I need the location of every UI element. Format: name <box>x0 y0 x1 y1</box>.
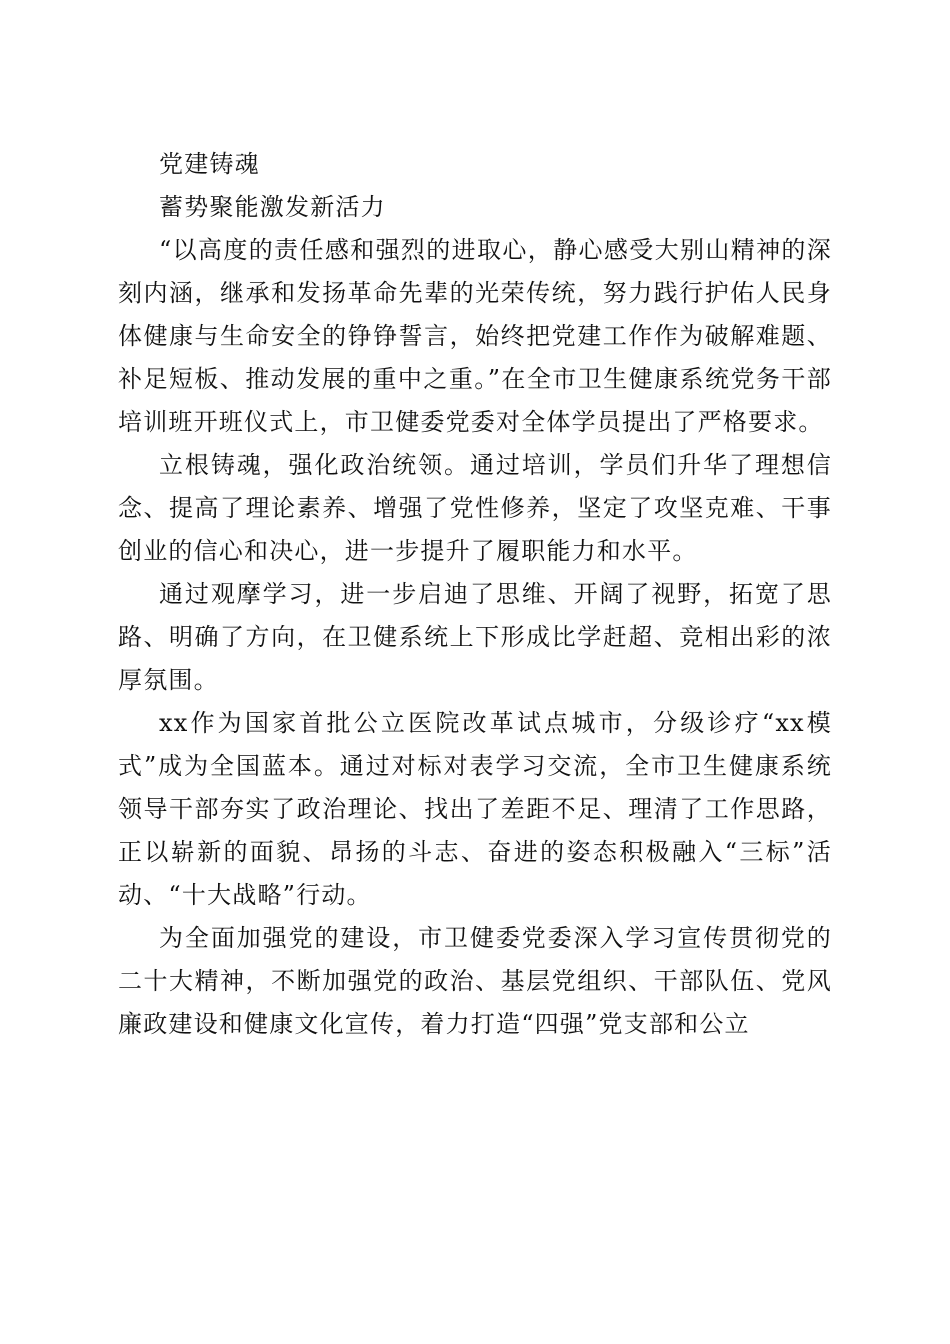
paragraph-5: 为全面加强党的建设，市卫健委党委深入学习宣传贯彻党的二十大精神，不断加强党的政治、基层党组织、干部队伍、党风廉政建设和健康文化宣传，着力打造“四强”党支部和公立 <box>118 924 832 1038</box>
document-subtitle: 蓄势聚能激发新活力 <box>159 193 386 221</box>
document-body <box>118 143 832 1046</box>
paragraph-3: 通过观摩学习，进一步启迪了思维、开阔了视野，拓宽了思路、明确了方向，在卫健系统上下形成比学赶超、竞相出彩的浓厚氛围。 <box>118 580 832 694</box>
paragraph-1: “以高度的责任感和强烈的进取心，静心感受大别山精神的深刻内涵，继承和发扬革命先辈的光荣传统，努力践行护佑人民身体健康与生命安全的铮铮誓言，始终把党建工作作为破解难题、补足短板、推动发展的重中之重。”在全市卫生健康系统党务干部培训班开班仪式上，市卫健委党委对全体学员提出了严格要求。 <box>118 236 832 436</box>
paragraph-2: 立根铸魂，强化政治统领。通过培训，学员们升华了理想信念、提高了理论素养、增强了党性修养，坚定了攻坚克难、干事创业的信心和决心，进一步提升了履职能力和水平。 <box>118 451 832 565</box>
paragraph-4: xx作为国家首批公立医院改革试点城市，分级诊疗“xx模式”成为全国蓝本。通过对标对表学习交流，全市卫生健康系统领导干部夯实了政治理论、找出了差距不足、理清了工作思路，正以崭新的面貌、昂扬的斗志、奋进的姿态积极融入“三标”活动、“十大战略”行动。 <box>118 709 832 909</box>
document-title: 党建铸魂 <box>159 150 260 178</box>
